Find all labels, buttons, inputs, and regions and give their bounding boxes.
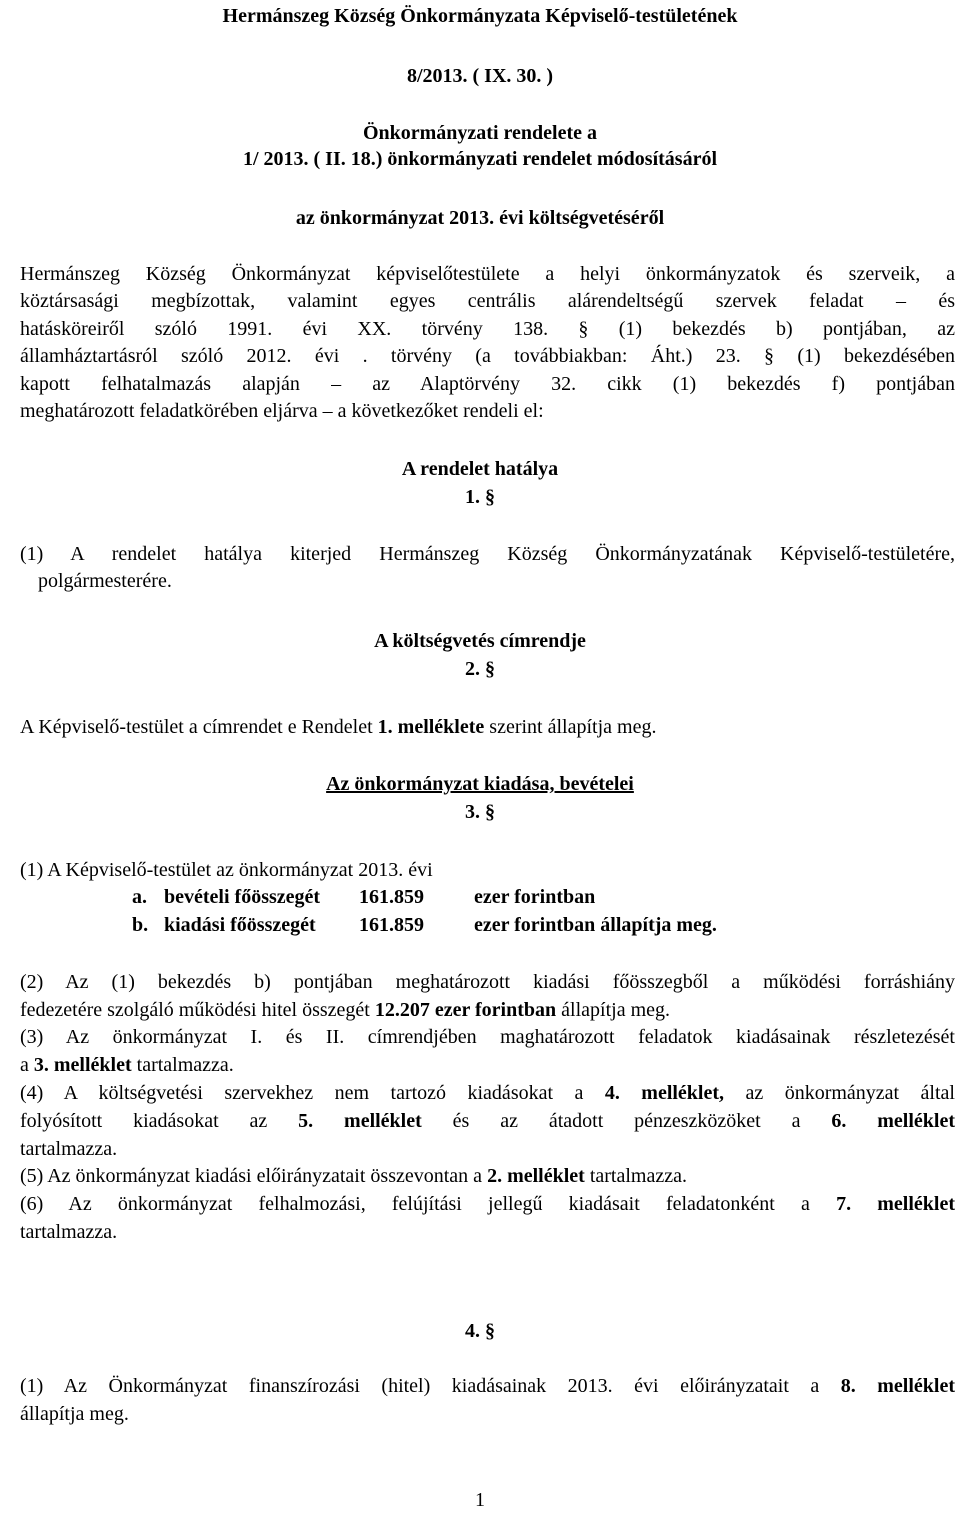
section-2-number: 2. § — [465, 658, 495, 680]
section-1-number: 1. § — [465, 486, 495, 508]
section-3-para-6-line-2: tartalmazza. — [20, 1221, 118, 1243]
section-3-para-4-line-2: folyósított kiadásokat az 5. melléklet és az átadott pénzeszközöket a 6. melléklet — [20, 1110, 955, 1132]
section-4-para-line-1: (1) Az Önkormányzat finanszírozási (hitel) kiadásainak 2013. évi előirányzatait a 8. melléklet — [20, 1375, 955, 1397]
section-1-para-line-2: polgármesterére. — [38, 570, 172, 592]
header-line-4: 1/ 2013. ( II. 18.) önkormányzati rendelet módosításáról — [242, 148, 718, 170]
preamble-line-4: államháztartásról szóló 2012. évi . törvény (a továbbiakban: Áht.) 23. § (1) bekezdésében — [20, 345, 955, 367]
section-1-title: A rendelet hatálya — [401, 458, 559, 480]
preamble-line-5: kapott felhatalmazás alapján – az Alaptörvény 32. cikk (1) bekezdés f) pontjában — [20, 373, 955, 395]
section-3-para-4-line-3: tartalmazza. — [20, 1138, 118, 1160]
page-number: 1 — [475, 1489, 485, 1511]
header-line-1: Hermánszeg Község Önkormányzata Képviselő-testületének — [222, 5, 738, 27]
section-3-number: 3. § — [465, 801, 495, 823]
preamble-line-6: meghatározott feladatkörében eljárva – a következőket rendeli el: — [20, 400, 544, 422]
section-2-paragraph: A Képviselő-testület a címrendet e Rendelet 1. melléklete szerint állapítja meg. — [20, 716, 657, 738]
header-line-3: Önkormányzati rendelete a — [362, 122, 598, 144]
section-1-para-line-1: (1) A rendelet hatálya kiterjed Hermánszeg Község Önkormányzatának Képviselő-testületére, — [20, 543, 955, 565]
budget-item-a: a. bevételi főösszegét 161.859 ezer forintban — [132, 886, 596, 908]
preamble-line-3: hatásköreiről szóló 1991. évi XX. törvény 138. § (1) bekezdés b) pontjában, az — [20, 318, 955, 340]
header-line-2: 8/2013. ( IX. 30. ) — [406, 65, 554, 87]
preamble-line-1: Hermánszeg Község Önkormányzat képviselőtestülete a helyi önkormányzatok és szerveik, a — [20, 263, 955, 285]
section-4-number: 4. § — [465, 1320, 495, 1342]
section-3-para-3-line-1: (3) Az önkormányzat I. és II. címrendjében maghatározott feladatok kiadásainak részletezését — [20, 1026, 955, 1048]
budget-item-b: b. kiadási főösszegét 161.859 ezer forintban állapítja meg. — [132, 914, 717, 936]
section-3-para-2-line-1: (2) Az (1) bekezdés b) pontjában meghatározott kiadási főösszegből a működési forráshiány — [20, 971, 955, 993]
section-3-para-4-line-1: (4) A költségvetési szervekhez nem tartozó kiadásokat a 4. melléklet, az önkormányzat által — [20, 1082, 955, 1104]
section-4-para-line-2: állapítja meg. — [20, 1403, 129, 1425]
section-3-para-6-line-1: (6) Az önkormányzat felhalmozási, felújítási jellegű kiadásait feladatonként a 7. melléklet — [20, 1193, 955, 1215]
section-2-title: A költségvetés címrendje — [374, 630, 586, 652]
section-3-para-2-line-2: fedezetére szolgáló működési hitel összegét 12.207 ezer forintban állapítja meg. — [20, 999, 671, 1021]
section-3-para-1: (1) A Képviselő-testület az önkormányzat 2013. évi — [20, 859, 433, 881]
header-line-5: az önkormányzat 2013. évi költségvetéséről — [295, 207, 665, 229]
section-3-para-3-line-2: a 3. melléklet tartalmazza. — [20, 1054, 234, 1076]
preamble-line-2: köztársasági megbízottak, valamint egyes centrális alárendeltségű szervek feladat – és — [20, 290, 955, 312]
section-3-title: Az önkormányzat kiadása, bevételei — [326, 773, 634, 795]
section-3-para-5: (5) Az önkormányzat kiadási előirányzatait összevontan a 2. melléklet tartalmazza. — [20, 1165, 687, 1187]
